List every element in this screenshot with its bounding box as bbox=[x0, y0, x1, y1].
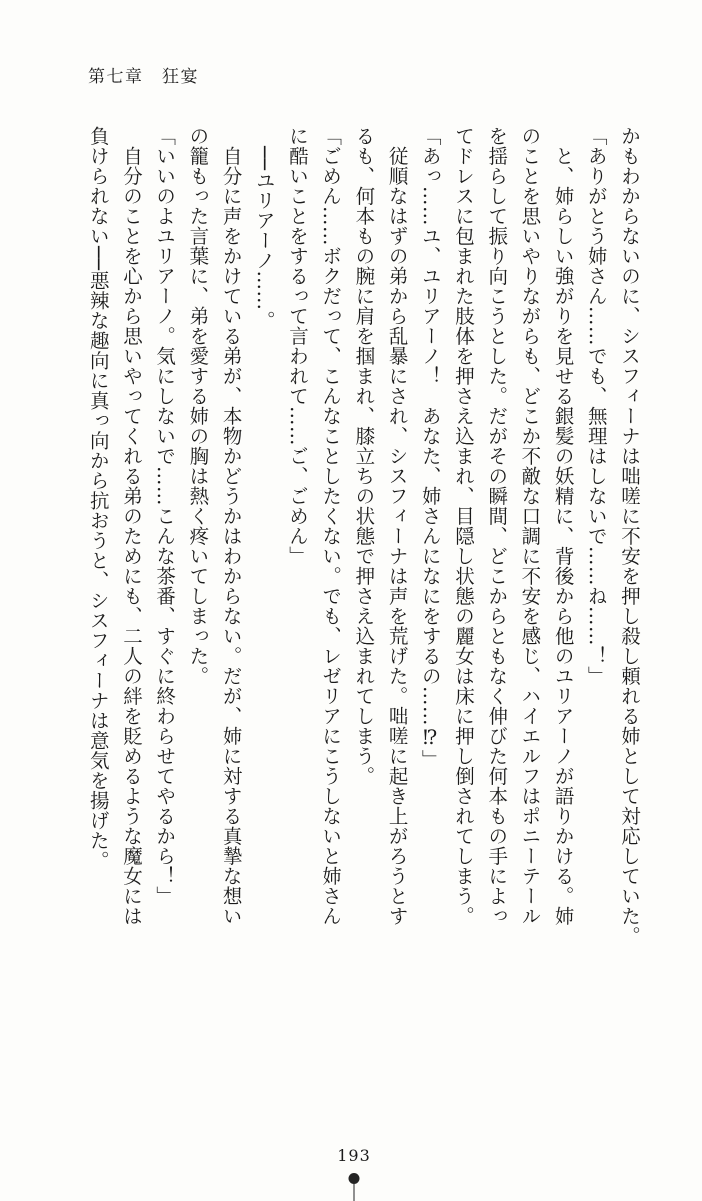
text-column: かもわからないのに、シスフィーナは咄嗟に不安を押し殺し頼れる姉として対応していた。 bbox=[618, 126, 641, 946]
body-text bbox=[82, 126, 646, 986]
text-column: の籠もった言葉に、弟を愛する姉の胸は熱く疼いてしまった。 bbox=[186, 126, 210, 686]
text-column: 「ありがとう姉さん……でも、無理はしないで……ね……！」 bbox=[584, 126, 608, 686]
text-column: と、姉らしい強がりを見せる銀髪の妖精に、背後から他のユリアーノが語りかける。姉 bbox=[551, 126, 575, 926]
text-column: るも、何本もの腕に肩を掴まれ、膝立ちの状態で押さえ込まれてしまう。 bbox=[352, 126, 376, 786]
text-column: てドレスに包まれた肢体を押さえ込まれ、目隠し状態の麗女は床に押し倒されてしまう。 bbox=[451, 126, 475, 926]
text-column: 自分のことを心から思いやってくれる弟のためにも、二人の絆を貶めるような魔女には bbox=[119, 126, 143, 926]
binding-mark-stem bbox=[353, 1184, 355, 1201]
text-column: 「あっ……ユ、ユリアーノ！ あなた、姉さんになにをするの……⁉」 bbox=[418, 126, 442, 770]
text-column: 従順なはずの弟から乱暴にされ、シスフィーナは声を荒げた。咄嗟に起き上がろうとす bbox=[385, 126, 409, 926]
binding-mark-dot bbox=[349, 1173, 360, 1184]
text-column: 「いいのよユリアーノ。気にしないで……こんな茶番、すぐに終わらせてやるから！」 bbox=[153, 126, 177, 906]
binding-mark-icon bbox=[349, 1173, 360, 1201]
page-number: 193 bbox=[337, 1146, 371, 1165]
text-column: を揺らして振り向こうとした。だがその瞬間、どこからともなく伸びた何本もの手によっ bbox=[485, 126, 509, 926]
text-column: 「ごめん……ボクだって、こんなことしたくない。でも、レゼリアにこうしないと姉さん bbox=[319, 126, 343, 926]
text-column: 負けられない──悪辣な趣向に真っ向から抗おうと、シスフィーナは意気を揚げた。 bbox=[86, 126, 110, 871]
chapter-header: 第七章 狂宴 bbox=[88, 67, 199, 87]
text-column: ──ユリアーノ……。 bbox=[252, 126, 276, 331]
text-column: のことを思いやりながらも、どこか不敵な口調に不安を感じ、ハイエルフはポニーテール bbox=[518, 126, 542, 926]
text-column: 自分に声をかけている弟が、本物かどうかはわからない。だが、姉に対する真摯な想い bbox=[219, 126, 243, 926]
text-column: に酷いことをするって言われて……ご、ごめん」 bbox=[285, 126, 309, 566]
